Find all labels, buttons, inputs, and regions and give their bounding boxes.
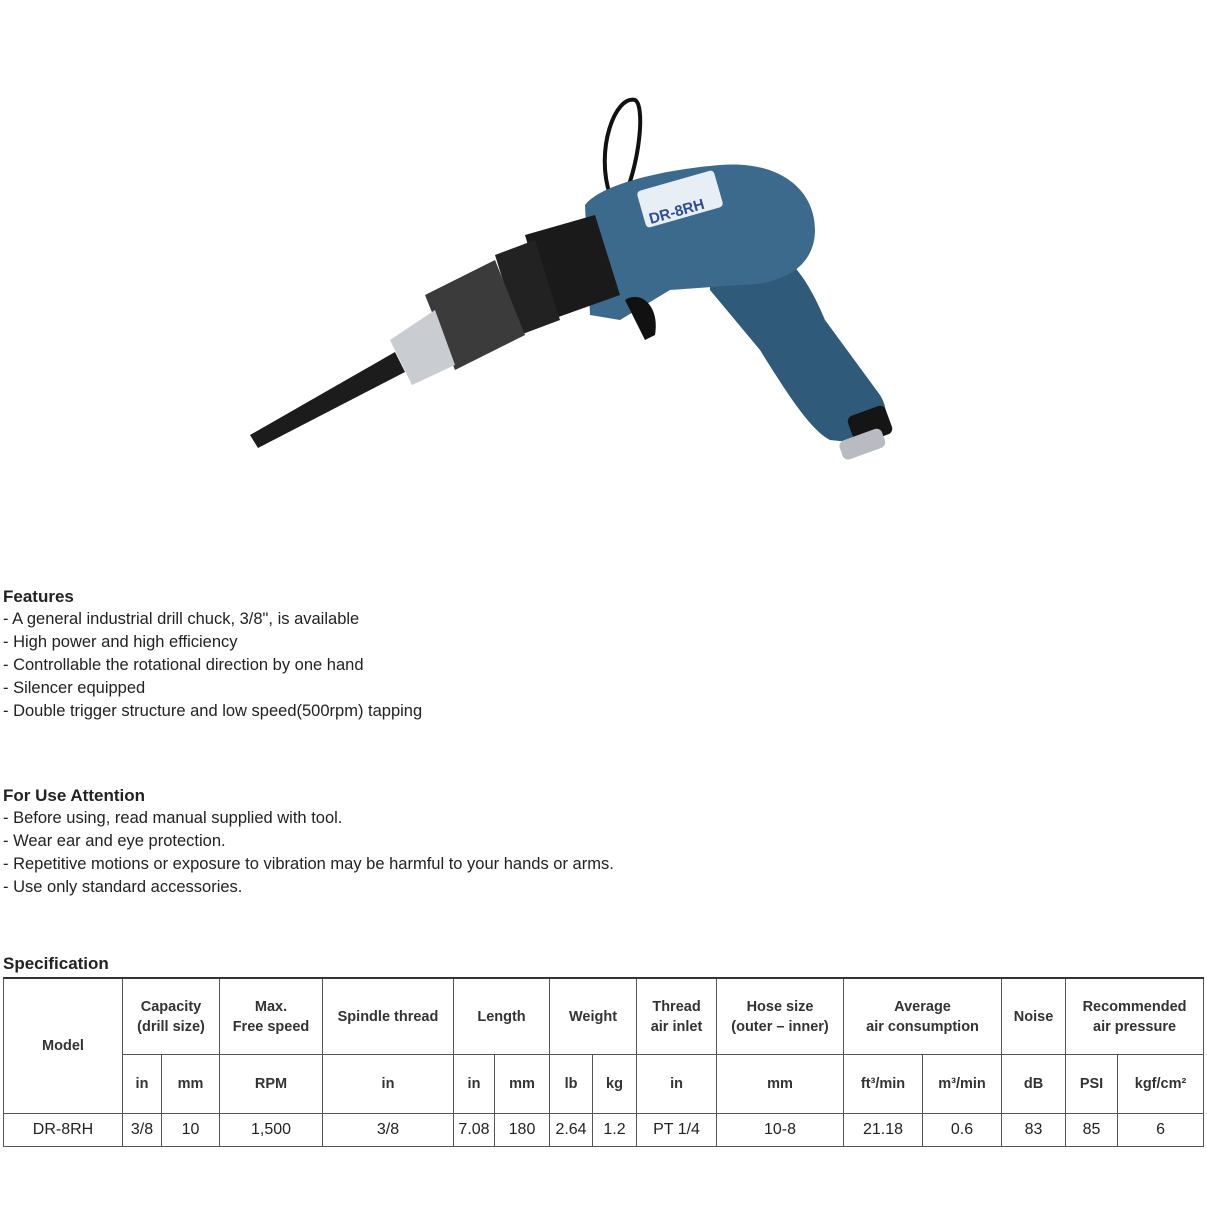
spec-title: Specification (3, 954, 109, 973)
attention-item: - Use only standard accessories. (3, 876, 614, 899)
unit-cell: PSI (1066, 1055, 1118, 1114)
header-noise: Noise (1002, 978, 1066, 1055)
feature-item: - Controllable the rotational direction by one hand (3, 654, 422, 677)
attention-list (3, 807, 614, 899)
unit-cell: lb (550, 1055, 593, 1114)
feature-item: - Double trigger structure and low speed(500rpm) tapping (3, 700, 422, 723)
cell-model: DR-8RH (4, 1114, 123, 1147)
attention-item: - Repetitive motions or exposure to vibration may be harmful to your hands or arms. (3, 853, 614, 876)
table-cell: 83 (1002, 1114, 1066, 1147)
model-label: DR-8RH (647, 195, 707, 228)
unit-cell: RPM (220, 1055, 323, 1114)
feature-item: - High power and high efficiency (3, 631, 422, 654)
table-cell: 3/8 (123, 1114, 162, 1147)
feature-item: - Silencer equipped (3, 677, 422, 700)
features-section (3, 585, 422, 723)
table-cell: 7.08 (454, 1114, 495, 1147)
table-row (4, 1114, 1204, 1147)
unit-cell: m³/min (923, 1055, 1002, 1114)
spec-table (3, 977, 1204, 1147)
attention-section (3, 784, 614, 899)
table-cell: 10 (162, 1114, 220, 1147)
header-capacity: Capacity (drill size) (123, 978, 220, 1055)
table-cell: 10-8 (717, 1114, 844, 1147)
feature-item: - A general industrial drill chuck, 3/8", is available (3, 608, 422, 631)
unit-cell: kgf/cm² (1118, 1055, 1204, 1114)
table-cell: 85 (1066, 1114, 1118, 1147)
header-pressure: Recommended air pressure (1066, 978, 1204, 1055)
attention-item: - Wear ear and eye protection. (3, 830, 614, 853)
header-air: Average air consumption (844, 978, 1002, 1055)
unit-cell: in (123, 1055, 162, 1114)
header-model: Model (4, 978, 123, 1114)
unit-cell: mm (717, 1055, 844, 1114)
table-cell: 21.18 (844, 1114, 923, 1147)
attention-item: - Before using, read manual supplied with tool. (3, 807, 614, 830)
header-free-speed: Max. Free speed (220, 978, 323, 1055)
unit-cell: kg (593, 1055, 637, 1114)
unit-cell: mm (162, 1055, 220, 1114)
table-cell: 0.6 (923, 1114, 1002, 1147)
unit-cell: ft³/min (844, 1055, 923, 1114)
unit-cell: in (637, 1055, 717, 1114)
table-cell: 3/8 (323, 1114, 454, 1147)
header-weight: Weight (550, 978, 637, 1055)
unit-cell: in (323, 1055, 454, 1114)
unit-cell: dB (1002, 1055, 1066, 1114)
table-cell: 2.64 (550, 1114, 593, 1147)
table-cell: PT 1/4 (637, 1114, 717, 1147)
attention-title: For Use Attention (3, 786, 145, 805)
unit-cell: mm (495, 1055, 550, 1114)
unit-cell: in (454, 1055, 495, 1114)
features-list (3, 608, 422, 723)
product-photo (240, 90, 970, 490)
header-length: Length (454, 978, 550, 1055)
features-title: Features (3, 587, 74, 606)
table-cell: 1.2 (593, 1114, 637, 1147)
header-thread: Thread air inlet (637, 978, 717, 1055)
header-spindle: Spindle thread (323, 978, 454, 1055)
table-cell: 1,500 (220, 1114, 323, 1147)
header-hose: Hose size (outer – inner) (717, 978, 844, 1055)
table-cell: 180 (495, 1114, 550, 1147)
table-cell: 6 (1118, 1114, 1204, 1147)
